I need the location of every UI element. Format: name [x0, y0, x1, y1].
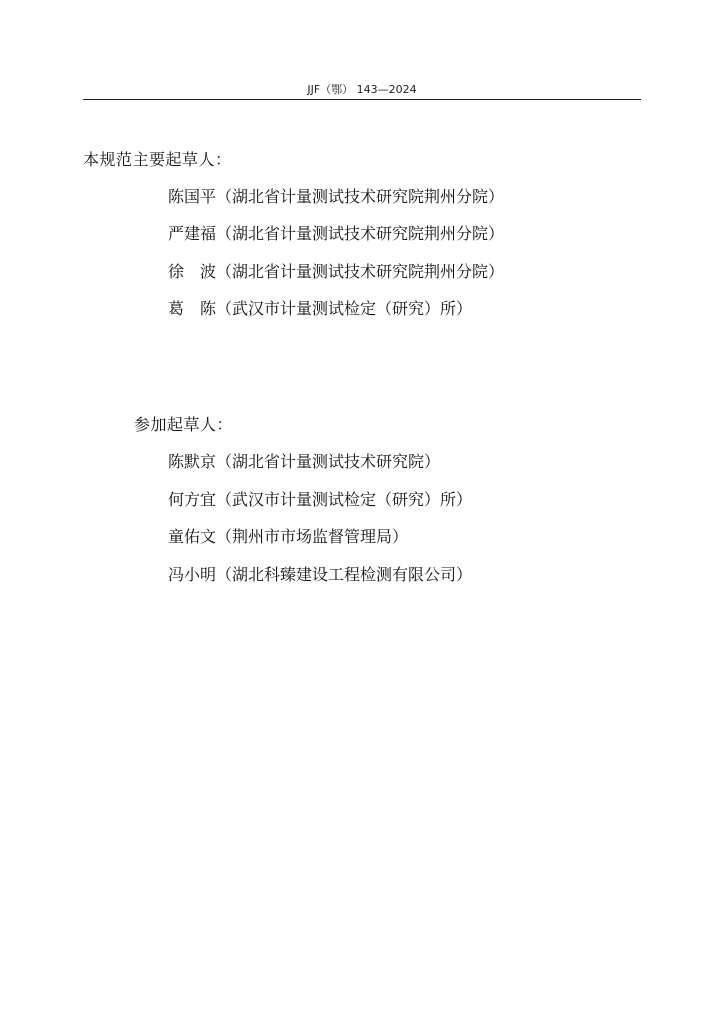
participating-drafter-1	[168, 452, 440, 472]
main-drafter-4	[168, 299, 472, 319]
drafter-name: 何方宜	[168, 490, 217, 509]
participating-drafters-title: 参加起草人：	[134, 415, 234, 434]
drafter-organization: （湖北省计量测试技术研究院荆州分院）	[216, 187, 505, 206]
main-drafter-2	[168, 224, 504, 244]
drafter-organization: （湖北省计量测试技术研究院荆州分院）	[216, 262, 505, 281]
drafter-name: 徐 波	[168, 262, 217, 281]
participating-drafter-4	[168, 565, 472, 585]
drafter-name: 葛 陈	[168, 299, 217, 318]
participating-drafter-2	[168, 490, 472, 510]
drafter-name: 童佑文	[168, 527, 217, 546]
main-drafter-3	[168, 262, 504, 282]
main-drafters-title: 本规范主要起草人：	[83, 150, 232, 169]
participating-drafter-3	[168, 527, 408, 547]
drafter-organization: （湖北科臻建设工程检测有限公司）	[216, 565, 473, 584]
drafter-organization: （荆州市市场监督管理局）	[216, 527, 409, 546]
drafter-organization: （武汉市计量测试检定（研究）所）	[216, 490, 473, 509]
header-divider	[83, 99, 641, 100]
drafter-organization: （湖北省计量测试技术研究院荆州分院）	[216, 224, 505, 243]
main-drafter-1	[168, 187, 504, 207]
drafter-name: 陈国平	[168, 187, 217, 206]
drafter-name: 严建福	[168, 224, 217, 243]
document-header-code: JJF（鄂） 143—2024	[307, 83, 417, 96]
drafter-organization: （武汉市计量测试检定（研究）所）	[216, 299, 473, 318]
drafter-name: 冯小明	[168, 565, 217, 584]
drafter-name: 陈默京	[168, 452, 217, 471]
drafter-organization: （湖北省计量测试技术研究院）	[216, 452, 441, 471]
